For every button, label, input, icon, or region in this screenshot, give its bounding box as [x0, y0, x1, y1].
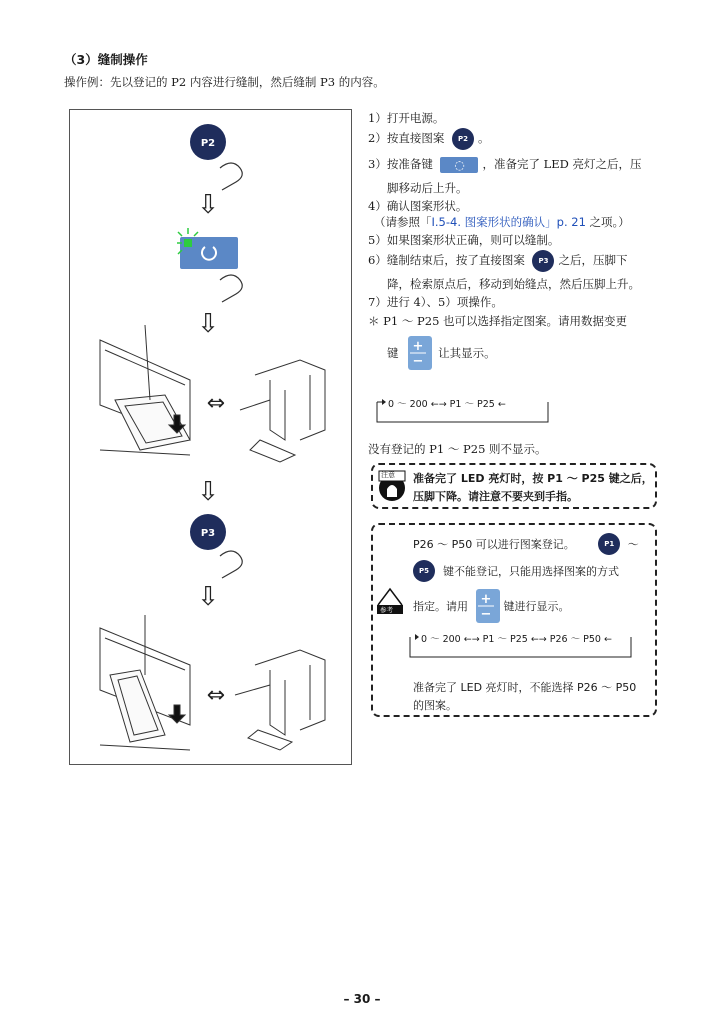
figure-drawing — [70, 110, 353, 766]
step-2-end: 。 — [477, 131, 490, 145]
ref-close: 之项。） — [585, 215, 630, 229]
reference-book-icon — [375, 585, 405, 615]
cycle-diagram-1 — [374, 396, 554, 428]
not-shown-note: 没有登记的 P1 ～ P25 则不显示。 — [368, 442, 547, 456]
equivalence-icon: ⇔ — [206, 683, 226, 708]
svg-text:+: + — [480, 592, 491, 607]
ref-line-3 — [413, 589, 570, 623]
step-3-text-b: ，准备完了 LED 亮灯之后，压 — [482, 157, 642, 171]
step-2-text: 2）按直接图案 — [368, 131, 445, 145]
p3-key-icon — [190, 514, 242, 578]
cycle-1-text: 0 ～ 200 ←→ P1 ～ P25 ← — [388, 399, 506, 410]
ref-line-5: 的图案。 — [413, 699, 457, 712]
down-arrow-icon: ⇩ — [197, 477, 219, 507]
step-6 — [368, 250, 627, 272]
operation-figure — [69, 109, 352, 765]
star-note-key-text: 键 — [387, 346, 399, 360]
step-6-text-b: 之后，压脚下 — [558, 253, 628, 267]
p5-key-icon: P5 — [413, 560, 435, 582]
step-4-ref — [374, 214, 630, 230]
p3-key-icon: P3 — [532, 250, 554, 272]
ref-line-1 — [413, 533, 639, 555]
ready-key-icon: ◌ — [440, 157, 478, 173]
led-icon — [184, 239, 192, 247]
step-6-text: 6）缝制结束后，按了直接图案 — [368, 253, 525, 267]
step-7: 7）进行 4）、5）项操作。 — [368, 295, 503, 309]
star-note-cont — [387, 336, 496, 370]
svg-text:−: − — [412, 354, 424, 369]
caution-box — [371, 463, 657, 509]
presser-foot-illustration — [235, 650, 325, 750]
svg-text:−: − — [480, 607, 491, 622]
star-note-end: 让其显示。 — [438, 346, 496, 360]
data-change-key-icon — [408, 336, 432, 370]
data-change-key-icon — [476, 589, 500, 623]
caution-line-2: 压脚下降。请注意不要夹到手指。 — [413, 490, 578, 503]
intro-text: 操作例：先以登记的 P2 内容进行缝制，然后缝制 P3 的内容。 — [64, 75, 385, 89]
ref-line-1-tilde: ～ — [627, 538, 639, 551]
ref-link[interactable]: I.5-4. 图案形状的确认」p. 21 — [431, 215, 586, 229]
page-number: – 30 – — [343, 992, 381, 1006]
step-6-cont: 降，检索原点后，移动到始缝点，然后压脚上升。 — [387, 277, 640, 291]
caution-hand-icon — [375, 469, 409, 503]
caution-line-1: 准备完了 LED 亮灯时，按 P1 ～ P25 键之后， — [413, 472, 653, 485]
cycle-diagram-2 — [407, 629, 637, 663]
pedal-machine-illustration — [100, 325, 190, 455]
p3-key-label: P3 — [200, 528, 216, 539]
p2-key-icon: P2 — [452, 128, 474, 150]
reference-icon-label: 参考 — [380, 606, 393, 614]
p2-key-icon — [190, 124, 242, 190]
ref-line-3-end: 键进行显示。 — [503, 600, 570, 613]
step-3-text: 3）按准备键 — [368, 157, 433, 171]
step-5: 5）如果图案形状正确，则可以缝制。 — [368, 233, 560, 247]
ref-line-4: 准备完了 LED 亮灯时，不能选择 P26 ～ P50 — [413, 681, 637, 694]
star-note: ＊ P1 ～ P25 也可以选择指定图案。请用数据变更 — [368, 314, 628, 328]
down-arrow-icon: ⇩ — [197, 582, 219, 612]
down-arrow-icon: ⇩ — [197, 190, 219, 220]
svg-text:+: + — [412, 339, 424, 354]
step-4: 4）确认图案形状。 — [368, 199, 468, 213]
ref-line-1-text: P26 ～ P50 可以进行图案登记。 — [413, 538, 575, 551]
ready-key-icon — [177, 228, 242, 302]
ref-open: （请参照「 — [374, 215, 432, 229]
ref-line-2-text: 键不能登记，只能用选择图案的方式 — [443, 565, 619, 578]
p1-key-icon: P1 — [598, 533, 620, 555]
p2-key-label: P2 — [200, 138, 216, 149]
down-arrow-icon: ⇩ — [197, 309, 219, 339]
step-1: 1）打开电源。 — [368, 111, 445, 125]
equivalence-icon: ⇔ — [206, 391, 226, 416]
step-3 — [368, 156, 642, 173]
step-2 — [368, 128, 489, 150]
step-3-cont: 脚移动后上升。 — [387, 181, 468, 195]
reference-box — [371, 523, 657, 717]
ref-line-3-text: 指定。请用 — [413, 600, 468, 613]
section-title: （3）缝制操作 — [64, 52, 148, 67]
cycle-2-text: 0 ～ 200 ←→ P1 ～ P25 ←→ P26 ～ P50 ← — [421, 634, 612, 645]
pedal-machine-illustration — [100, 615, 190, 750]
caution-icon-label: 注意 — [381, 471, 395, 479]
presser-foot-illustration — [240, 360, 325, 462]
ref-line-2 — [413, 560, 619, 582]
